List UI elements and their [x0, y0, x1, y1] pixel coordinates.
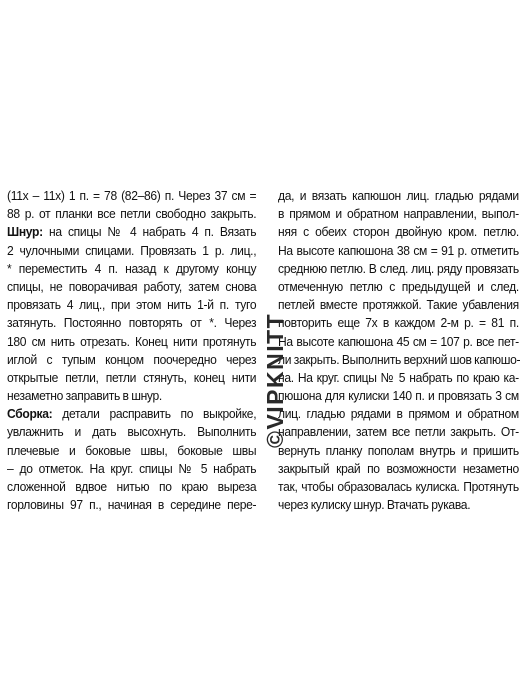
text-line: На высоте капюшона 45 см = 107 р. все пет- [278, 333, 519, 349]
text-line: няя с обеих сторон двойную кром. петлю. [278, 224, 519, 240]
text-line: провязать 4 лиц., при этом нить 1-й п. туго [7, 297, 257, 313]
right-text-column [278, 187, 519, 514]
sborka-heading: Сборка: [7, 406, 53, 422]
text-line: На высоте капюшона 38 см = 91 р. отметить [278, 242, 519, 258]
sborka-paragraph-start [7, 405, 256, 423]
text-line: сложенной вдвое нитью по краю выреза [7, 479, 257, 494]
text-line: спицы, не поворачивая работу, затем снова [7, 278, 257, 294]
watermark-text: ©VIPKNITT [262, 312, 288, 448]
text-line: лиц. гладью рядами в прямом и обратном [278, 406, 519, 422]
text-line: ли закрыть. Выполнить верхний шов капюшо- [278, 351, 521, 367]
text-line: 2 чулочными спицами. Провязать 1 р. лиц., [7, 242, 257, 258]
text-run: детали расправить по выкройке, [52, 406, 257, 422]
text-line: 180 см нить отрезать. Конец нити протянуть [7, 333, 257, 349]
text-line: пюшона для кулиски 140 п. и провязать 3 см [278, 388, 519, 404]
text-line: так, чтобы образовалась кулиска. Протянуть [278, 479, 519, 494]
text-line: закрытый край по возможности незаметно [278, 460, 519, 476]
text-line: вернуть планку пополам внутрь и пришить [278, 442, 519, 458]
text-line: 88 р. от планки все петли свободно закрыть. [7, 206, 257, 222]
text-line: незаметно заправить в шнур. [7, 388, 162, 404]
text-line: – до отметок. На круг. спицы № 5 набрать [7, 460, 257, 476]
text-line: затянуть. Постоянно повторять от *. Через [7, 315, 257, 331]
text-line: через кулиску шнур. Втачать рукава. [278, 497, 471, 513]
shnur-paragraph-start [7, 223, 256, 241]
text-line: да, и вязать капюшон лиц. гладью рядами [278, 188, 519, 203]
text-line: повторить еще 7х в каждом 2-м р. = 81 п. [278, 315, 519, 331]
text-line: отмеченную петлю с предыдущей и след. [278, 278, 519, 294]
left-text-column [7, 187, 256, 514]
text-line: иглой с тупым концом поочередно через [7, 351, 257, 367]
text-line: в прямом и обратном направлении, выпол- [278, 206, 519, 222]
text-line: открытые петли, петли стянуть, конец нити [7, 369, 257, 385]
text-line: увлажнить и дать высохнуть. Выполнить [7, 424, 257, 440]
shnur-heading: Шнур: [7, 224, 43, 240]
text-line: направлении, затем все петли закрыть. От- [278, 424, 519, 440]
text-line: плечевые и боковые швы, боковые швы [7, 442, 257, 458]
text-run: на спицы № 4 набрать 4 п. Вязать [42, 224, 257, 240]
text-line: (11х – 11х) 1 п. = 78 (82–86) п. Через 37 см = [7, 188, 257, 203]
text-line: * переместить 4 п. назад к другому концу [7, 260, 257, 276]
text-line: на. На круг. спицы № 5 набрать по краю ка- [278, 369, 519, 385]
text-line: горловины 97 п., начиная в середине пере- [7, 497, 257, 513]
text-line: среднюю петлю. В след. лиц. ряду провязать [278, 260, 519, 276]
text-line: петлей вместе протяжкой. Такие убавления [278, 297, 519, 313]
